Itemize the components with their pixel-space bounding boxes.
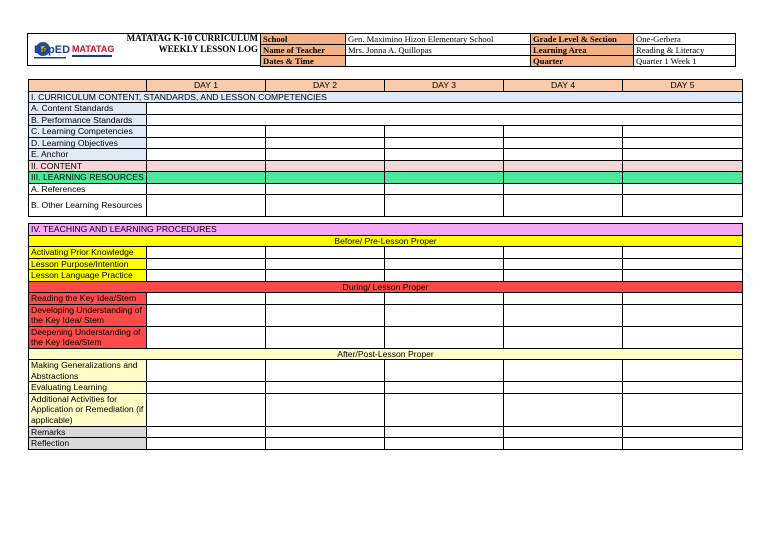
cell[interactable] <box>266 195 385 217</box>
dates-value[interactable] <box>346 56 531 67</box>
cell[interactable] <box>266 293 385 305</box>
content-standards-cell[interactable] <box>147 103 743 115</box>
day-5-header: DAY 5 <box>623 80 743 92</box>
area-label: Learning Area <box>531 45 634 56</box>
cell[interactable] <box>385 247 504 259</box>
cell[interactable] <box>266 149 385 161</box>
cell[interactable] <box>147 304 266 326</box>
cell[interactable] <box>385 258 504 270</box>
table-row <box>29 258 743 270</box>
cell[interactable] <box>504 172 623 184</box>
cell[interactable] <box>385 426 504 438</box>
cell[interactable] <box>266 126 385 138</box>
cell[interactable] <box>385 270 504 282</box>
day-3-header: DAY 3 <box>385 80 504 92</box>
corner-cell <box>29 80 147 92</box>
cell[interactable] <box>266 393 385 426</box>
learning-resources-label: III. LEARNING RESOURCES <box>29 172 147 184</box>
cell[interactable] <box>623 382 743 394</box>
cell[interactable] <box>147 326 266 348</box>
cell[interactable] <box>147 126 266 138</box>
cell[interactable] <box>266 426 385 438</box>
cell[interactable] <box>623 172 743 184</box>
cell[interactable] <box>504 393 623 426</box>
performance-standards-cell[interactable] <box>147 114 743 126</box>
cell[interactable] <box>385 360 504 382</box>
cell[interactable] <box>147 137 266 149</box>
dates-label: Dates & Time <box>261 56 346 67</box>
school-value[interactable]: Gen. Maximino Hizon Elementary School <box>346 34 531 45</box>
after-lesson-header: After/Post-Lesson Proper <box>29 348 743 360</box>
svg-text:DepED: DepED <box>34 44 71 56</box>
cell[interactable] <box>623 137 743 149</box>
table-row <box>29 114 743 126</box>
other-resources-label: B. Other Learning Resources <box>29 195 147 217</box>
cell[interactable] <box>385 393 504 426</box>
cell[interactable] <box>623 326 743 348</box>
cell[interactable] <box>504 270 623 282</box>
cell[interactable] <box>266 438 385 450</box>
cell[interactable] <box>504 326 623 348</box>
grade-value[interactable]: One-Gerbera <box>634 34 736 45</box>
curriculum-table <box>28 79 743 217</box>
cell[interactable] <box>385 304 504 326</box>
cell[interactable] <box>504 304 623 326</box>
additional-activities-label: Additional Activities for Application or Remediation (if applicable) <box>29 393 147 426</box>
performance-standards-label: B. Performance Standards <box>29 114 147 126</box>
cell[interactable] <box>385 183 504 195</box>
day-header-row <box>29 80 743 92</box>
grade-label: Grade Level & Section <box>531 34 634 45</box>
table-row <box>29 172 743 184</box>
quarter-value[interactable]: Quarter 1 Week 1 <box>634 56 736 67</box>
cell[interactable] <box>385 326 504 348</box>
reading-key-idea-label: Reading the Key Idea/Stem <box>29 293 147 305</box>
table-row <box>29 393 743 426</box>
cell[interactable] <box>623 270 743 282</box>
cell[interactable] <box>385 160 504 172</box>
table-row <box>29 293 743 305</box>
cell[interactable] <box>504 438 623 450</box>
cell[interactable] <box>385 195 504 217</box>
table-row <box>29 160 743 172</box>
table-row <box>29 438 743 450</box>
quarter-label: Quarter <box>531 56 634 67</box>
cell[interactable] <box>385 293 504 305</box>
teacher-label: Name of Teacher <box>261 45 346 56</box>
cell[interactable] <box>147 438 266 450</box>
lesson-purpose-label: Lesson Purpose/Intention <box>29 258 147 270</box>
cell[interactable] <box>504 126 623 138</box>
cell[interactable] <box>147 149 266 161</box>
cell[interactable] <box>623 258 743 270</box>
cell[interactable] <box>266 270 385 282</box>
table-row <box>29 137 743 149</box>
section-curriculum-title: I. CURRICULUM CONTENT, STANDARDS, AND LESSON COMPETENCIES <box>29 91 743 103</box>
table-row <box>29 195 743 217</box>
svg-text:MATATAG: MATATAG <box>72 44 115 54</box>
cell[interactable] <box>266 304 385 326</box>
during-lesson-header: During/ Lesson Proper <box>29 281 743 293</box>
cell[interactable] <box>504 247 623 259</box>
day-1-header: DAY 1 <box>147 80 266 92</box>
cell[interactable] <box>504 360 623 382</box>
header-info-table <box>260 33 736 67</box>
cell[interactable] <box>385 149 504 161</box>
cell[interactable] <box>266 160 385 172</box>
developing-understanding-label: Developing Understanding of the Key Idea/ Stem <box>29 304 147 326</box>
table-row <box>29 126 743 138</box>
cell[interactable] <box>504 160 623 172</box>
activating-prior-knowledge-label: Activating Prior Knowledge <box>29 247 147 259</box>
cell[interactable] <box>266 360 385 382</box>
cell[interactable] <box>385 126 504 138</box>
cell[interactable] <box>266 172 385 184</box>
cell[interactable] <box>623 360 743 382</box>
table-row <box>29 382 743 394</box>
cell[interactable] <box>623 247 743 259</box>
header-border <box>27 33 260 66</box>
cell[interactable] <box>147 393 266 426</box>
content-standards-label: A. Content Standards <box>29 103 147 115</box>
cell[interactable] <box>623 293 743 305</box>
table-row <box>29 183 743 195</box>
table-row <box>29 103 743 115</box>
anchor-label: E. Anchor <box>29 149 147 161</box>
cell[interactable] <box>147 426 266 438</box>
learning-competencies-label: C. Learning Competencies <box>29 126 147 138</box>
cell[interactable] <box>385 438 504 450</box>
cell[interactable] <box>147 270 266 282</box>
form-title-line1: MATATAG K-10 CURRICULUM <box>126 33 258 43</box>
cell[interactable] <box>504 293 623 305</box>
cell[interactable] <box>623 304 743 326</box>
cell[interactable] <box>623 183 743 195</box>
content-label: II. CONTENT <box>29 160 147 172</box>
table-row <box>29 360 743 382</box>
cell[interactable] <box>385 137 504 149</box>
generalizations-label: Making Generalizations and Abstractions <box>29 360 147 382</box>
cell[interactable] <box>504 137 623 149</box>
table-row <box>29 149 743 161</box>
lesson-language-practice-label: Lesson Language Practice <box>29 270 147 282</box>
cell[interactable] <box>623 426 743 438</box>
cell[interactable] <box>504 149 623 161</box>
cell[interactable] <box>623 393 743 426</box>
procedures-title: IV. TEACHING AND LEARNING PROCEDURES <box>29 224 743 236</box>
cell[interactable] <box>623 195 743 217</box>
cell[interactable] <box>266 382 385 394</box>
reflection-label: Reflection <box>29 438 147 450</box>
cell[interactable] <box>266 258 385 270</box>
before-lesson-header: Before/ Pre-Lesson Proper <box>29 235 743 247</box>
cell[interactable] <box>504 183 623 195</box>
evaluating-learning-label: Evaluating Learning <box>29 382 147 394</box>
cell[interactable] <box>266 183 385 195</box>
school-label: School <box>261 34 346 45</box>
cell[interactable] <box>147 360 266 382</box>
cell[interactable] <box>266 326 385 348</box>
deepening-understanding-label: Deepening Understanding of the Key Idea/Stem <box>29 326 147 348</box>
cell[interactable] <box>147 160 266 172</box>
cell[interactable] <box>266 137 385 149</box>
table-row <box>29 426 743 438</box>
cell[interactable] <box>623 438 743 450</box>
cell[interactable] <box>385 382 504 394</box>
cell[interactable] <box>504 195 623 217</box>
learning-objectives-label: D. Learning Objectives <box>29 137 147 149</box>
teacher-value[interactable]: Mrs. Jonna A. Quillopas <box>346 45 531 56</box>
cell[interactable] <box>504 426 623 438</box>
cell[interactable] <box>623 149 743 161</box>
cell[interactable] <box>623 126 743 138</box>
cell[interactable] <box>385 172 504 184</box>
cell[interactable] <box>504 382 623 394</box>
cell[interactable] <box>266 247 385 259</box>
cell[interactable] <box>147 247 266 259</box>
day-2-header: DAY 2 <box>266 80 385 92</box>
cell[interactable] <box>147 258 266 270</box>
cell[interactable] <box>504 258 623 270</box>
area-value[interactable]: Reading & Literacy <box>634 45 736 56</box>
cell[interactable] <box>147 195 266 217</box>
procedures-table <box>28 223 743 450</box>
cell[interactable] <box>147 172 266 184</box>
table-row <box>29 270 743 282</box>
day-4-header: DAY 4 <box>504 80 623 92</box>
cell[interactable] <box>147 382 266 394</box>
form-title-line2: WEEKLY LESSON LOG <box>158 44 258 54</box>
references-label: A. References <box>29 183 147 195</box>
remarks-label: Remarks <box>29 426 147 438</box>
table-row <box>29 304 743 326</box>
table-row <box>29 247 743 259</box>
cell[interactable] <box>623 160 743 172</box>
table-row <box>29 326 743 348</box>
cell[interactable] <box>147 183 266 195</box>
cell[interactable] <box>147 293 266 305</box>
